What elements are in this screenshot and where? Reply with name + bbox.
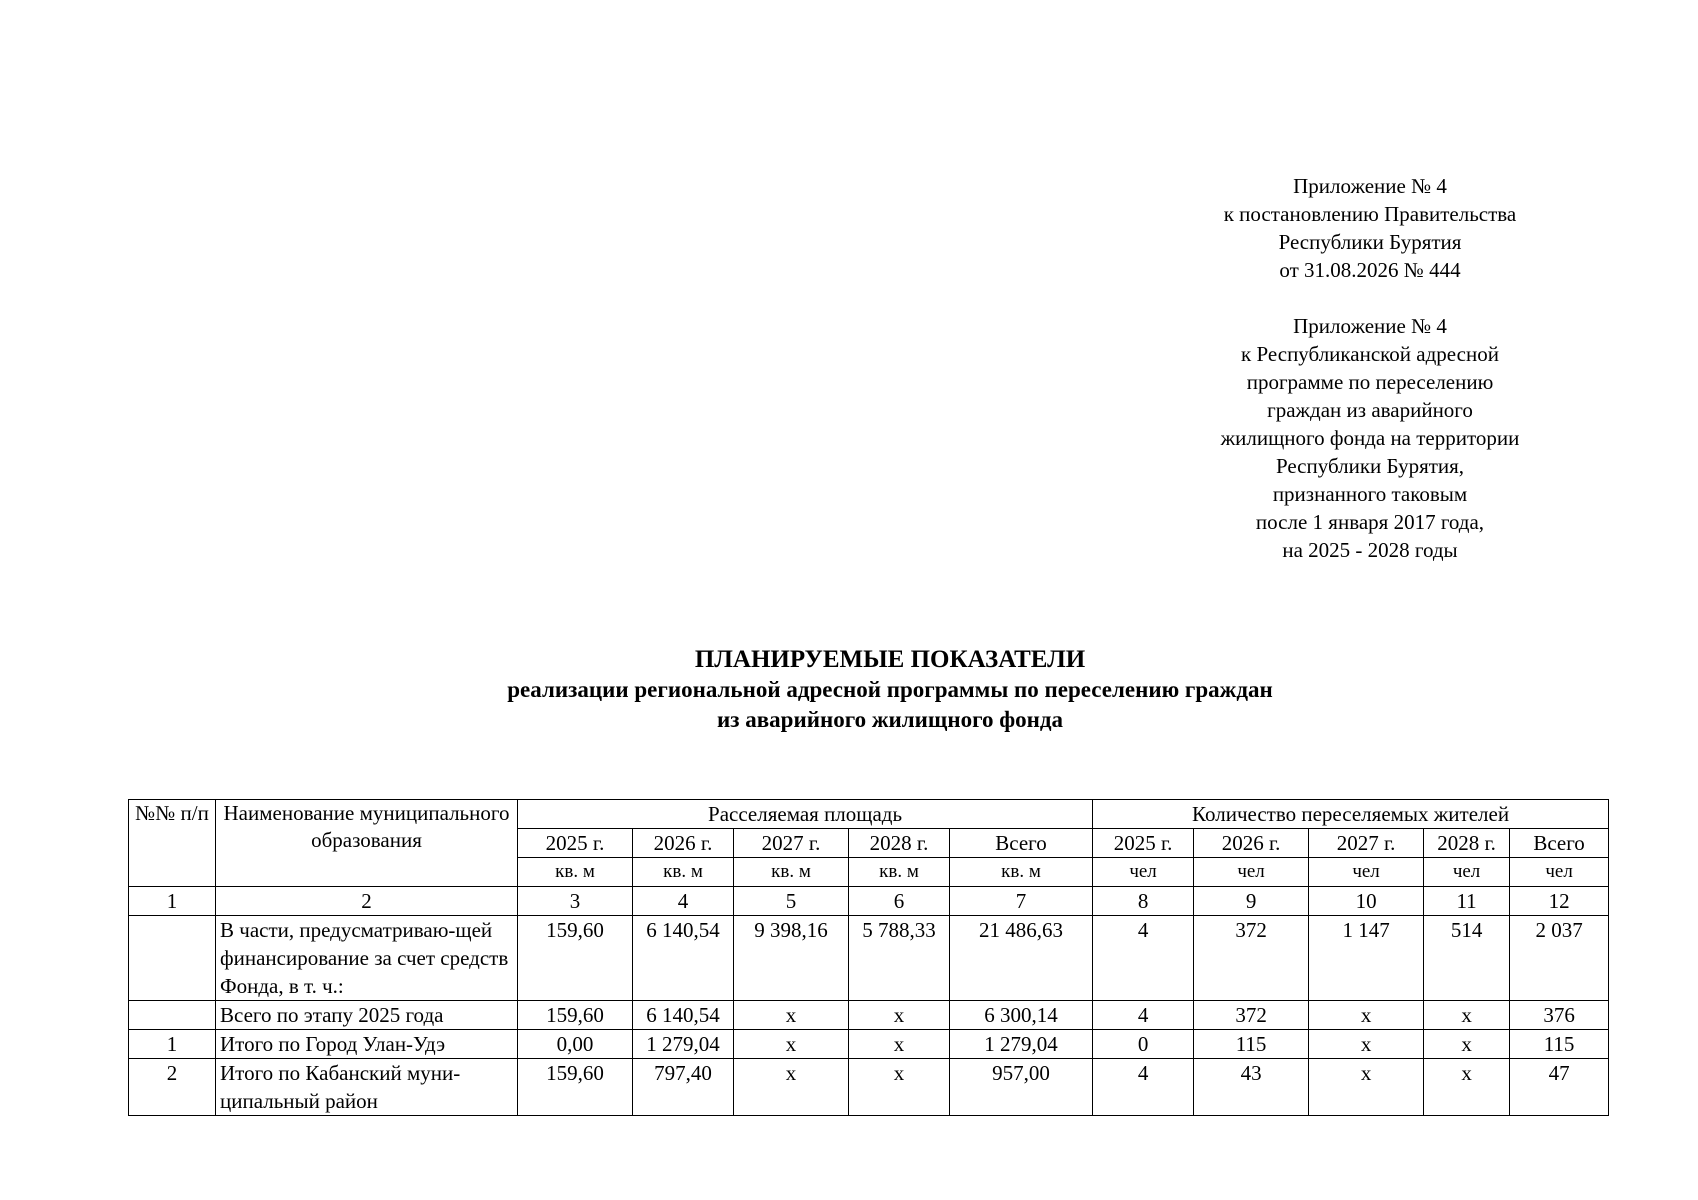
column-number: 10 bbox=[1309, 887, 1424, 916]
cell-people-total: 376 bbox=[1510, 1001, 1609, 1030]
cell-area-2027: х bbox=[734, 1001, 849, 1030]
column-number: 6 bbox=[849, 887, 950, 916]
appendix-line: после 1 января 2017 года, bbox=[1255, 510, 1485, 534]
cell-area-2026: 6 140,54 bbox=[633, 1001, 734, 1030]
column-number: 8 bbox=[1093, 887, 1194, 916]
cell-area-2025: 159,60 bbox=[518, 1059, 633, 1116]
appendix-line: жилищного фонда на территории bbox=[1220, 426, 1520, 450]
cell-area-2026: 6 140,54 bbox=[633, 916, 734, 1001]
header-unit: чел bbox=[1510, 858, 1609, 887]
column-number: 2 bbox=[216, 887, 518, 916]
column-number: 4 bbox=[633, 887, 734, 916]
header-num: №№ п/п bbox=[129, 800, 216, 887]
header-unit: кв. м bbox=[849, 858, 950, 887]
cell-area-2028: х bbox=[849, 1001, 950, 1030]
row-name: Итого по Кабанский муни-ципальный район bbox=[216, 1059, 518, 1116]
row-num: 2 bbox=[129, 1059, 216, 1116]
cell-people-2026: 372 bbox=[1194, 916, 1309, 1001]
cell-area-2027: 9 398,16 bbox=[734, 916, 849, 1001]
header-unit: кв. м bbox=[633, 858, 734, 887]
header-area-total: Всего bbox=[950, 829, 1093, 858]
column-number: 1 bbox=[129, 887, 216, 916]
cell-area-2027: х bbox=[734, 1030, 849, 1059]
header-people-group: Количество переселяемых жителей bbox=[1093, 800, 1609, 829]
row-name: В части, предусматриваю-щей финансирование за счет средств Фонда, в т. ч.: bbox=[216, 916, 518, 1001]
cell-people-total: 115 bbox=[1510, 1030, 1609, 1059]
header-people-year: 2026 г. bbox=[1194, 829, 1309, 858]
header-name: Наименование муниципального образования bbox=[216, 800, 518, 887]
cell-people-2027: х bbox=[1309, 1059, 1424, 1116]
appendix-line: на 2025 - 2028 годы bbox=[1282, 538, 1458, 562]
cell-people-2025: 4 bbox=[1093, 916, 1194, 1001]
appendix-line: граждан из аварийного bbox=[1267, 398, 1473, 422]
appendix-line: признанного таковым bbox=[1272, 482, 1468, 506]
row-name: Итого по Город Улан-Удэ bbox=[216, 1030, 518, 1059]
cell-area-2026: 1 279,04 bbox=[633, 1030, 734, 1059]
appendix-program-block bbox=[1170, 312, 1570, 564]
cell-people-2025: 0 bbox=[1093, 1030, 1194, 1059]
column-number: 7 bbox=[950, 887, 1093, 916]
header-row-column-numbers bbox=[129, 887, 1609, 916]
header-area-year: 2028 г. bbox=[849, 829, 950, 858]
cell-area-2028: х bbox=[849, 1059, 950, 1116]
column-number: 5 bbox=[734, 887, 849, 916]
cell-area-total: 957,00 bbox=[950, 1059, 1093, 1116]
cell-people-2028: х bbox=[1424, 1001, 1510, 1030]
title-subtitle-line: из аварийного жилищного фонда bbox=[716, 707, 1063, 732]
appendix-line: к Республиканской адресной bbox=[1241, 342, 1499, 366]
cell-area-2025: 0,00 bbox=[518, 1030, 633, 1059]
cell-people-2025: 4 bbox=[1093, 1001, 1194, 1030]
appendix-line: программе по переселению bbox=[1246, 370, 1494, 394]
cell-people-2028: 514 bbox=[1424, 916, 1510, 1001]
column-number: 12 bbox=[1510, 887, 1609, 916]
cell-people-2027: х bbox=[1309, 1030, 1424, 1059]
cell-area-total: 21 486,63 bbox=[950, 916, 1093, 1001]
header-unit: чел bbox=[1093, 858, 1194, 887]
header-area-year: 2026 г. bbox=[633, 829, 734, 858]
appendix-line: к постановлению Правительства bbox=[1223, 202, 1517, 226]
appendix-line: Приложение № 4 bbox=[1293, 314, 1447, 338]
header-area-year: 2025 г. bbox=[518, 829, 633, 858]
cell-area-2028: х bbox=[849, 1030, 950, 1059]
header-unit: кв. м bbox=[734, 858, 849, 887]
table-row bbox=[129, 1001, 1609, 1030]
cell-area-total: 1 279,04 bbox=[950, 1030, 1093, 1059]
header-unit: кв. м bbox=[518, 858, 633, 887]
header-unit: чел bbox=[1309, 858, 1424, 887]
row-num: 1 bbox=[129, 1030, 216, 1059]
cell-people-2027: х bbox=[1309, 1001, 1424, 1030]
appendix-line: Республики Бурятия, bbox=[1275, 454, 1465, 478]
table-row bbox=[129, 1059, 1609, 1116]
table-row bbox=[129, 916, 1609, 1001]
column-number: 3 bbox=[518, 887, 633, 916]
header-people-year: 2027 г. bbox=[1309, 829, 1424, 858]
row-name: Всего по этапу 2025 года bbox=[216, 1001, 518, 1030]
cell-people-total: 2 037 bbox=[1510, 916, 1609, 1001]
cell-people-2028: х bbox=[1424, 1059, 1510, 1116]
cell-area-2028: 5 788,33 bbox=[849, 916, 950, 1001]
header-people-total: Всего bbox=[1510, 829, 1609, 858]
header-unit: чел bbox=[1424, 858, 1510, 887]
header-area-year: 2027 г. bbox=[734, 829, 849, 858]
appendix-line: Приложение № 4 bbox=[1293, 174, 1447, 198]
header-row-group bbox=[129, 800, 1609, 829]
cell-area-2027: х bbox=[734, 1059, 849, 1116]
header-people-year: 2025 г. bbox=[1093, 829, 1194, 858]
appendix-line: Республики Бурятия bbox=[1278, 230, 1462, 254]
cell-area-total: 6 300,14 bbox=[950, 1001, 1093, 1030]
indicators-table bbox=[128, 799, 1609, 1116]
cell-people-2025: 4 bbox=[1093, 1059, 1194, 1116]
cell-people-2027: 1 147 bbox=[1309, 916, 1424, 1001]
cell-people-2026: 115 bbox=[1194, 1030, 1309, 1059]
column-number: 9 bbox=[1194, 887, 1309, 916]
cell-people-2026: 43 bbox=[1194, 1059, 1309, 1116]
appendix-line: от 31.08.2026 № 444 bbox=[1279, 258, 1461, 282]
header-unit: чел bbox=[1194, 858, 1309, 887]
header-area-group: Расселяемая площадь bbox=[518, 800, 1093, 829]
title-main: ПЛАНИРУЕМЫЕ ПОКАЗАТЕЛИ bbox=[694, 646, 1086, 673]
title-subtitle-line: реализации региональной адресной программы по переселению граждан bbox=[507, 677, 1273, 702]
column-number: 11 bbox=[1424, 887, 1510, 916]
cell-area-2025: 159,60 bbox=[518, 916, 633, 1001]
cell-people-2026: 372 bbox=[1194, 1001, 1309, 1030]
header-unit: кв. м bbox=[950, 858, 1093, 887]
cell-people-2028: х bbox=[1424, 1030, 1510, 1059]
cell-area-2026: 797,40 bbox=[633, 1059, 734, 1116]
document-title bbox=[0, 645, 1698, 735]
appendix-resolution-block bbox=[1170, 172, 1570, 284]
cell-area-2025: 159,60 bbox=[518, 1001, 633, 1030]
cell-people-total: 47 bbox=[1510, 1059, 1609, 1116]
row-num bbox=[129, 1001, 216, 1030]
header-people-year: 2028 г. bbox=[1424, 829, 1510, 858]
table-row bbox=[129, 1030, 1609, 1059]
row-num bbox=[129, 916, 216, 1001]
